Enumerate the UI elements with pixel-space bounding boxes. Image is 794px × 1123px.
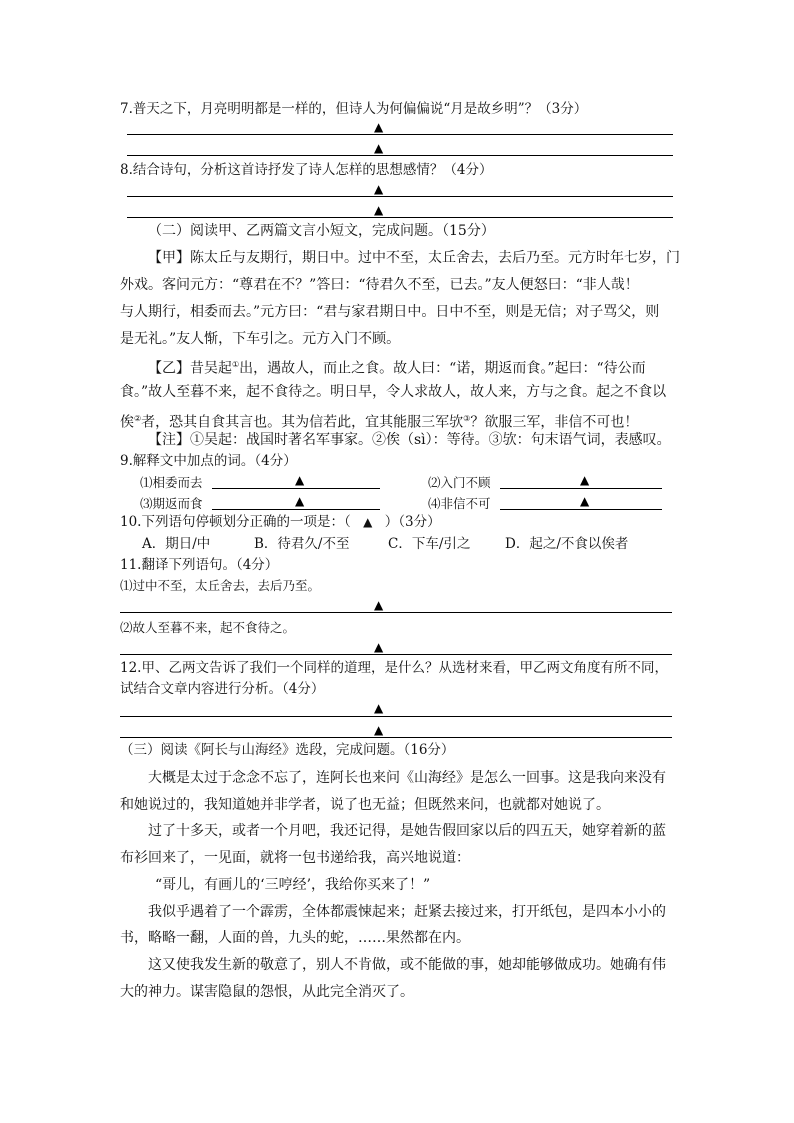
answer-marker: ▲ [374,598,384,612]
q10-option-c: C．下车/引之 [388,536,471,552]
answer-line[interactable] [120,737,672,738]
answer-line[interactable] [120,612,672,613]
passage-3-line: 大概是太过于念念不忘了，连阿长也来问《山海经》是怎么一回事。这是我向来没有 [148,770,666,786]
passage-3-line: “哥儿，有画儿的‘三哼经’，我给你买来了！” [155,877,431,893]
q11-sentence-2: ⑵故人至暮不来，起不食待之。 [120,620,296,635]
answer-line[interactable] [127,155,673,156]
question-10: 10.下列语句停顿划分正确的一项是：（ ▲ ）（3分） [120,514,441,530]
passage-3-line: 我似乎遇着了一个霹雳，全体都震悚起来；赶紧去接过来，打开纸包，是四本小小的 [148,904,666,920]
answer-marker-7b: ▲ [374,141,384,155]
answer-line[interactable] [500,509,662,510]
question-12-line1: 12.甲、乙两文告诉了我们一个同样的道理，是什么？从选材来看，甲乙两文角度有所不同， [120,660,668,676]
question-9: 9.解释文中加点的词。（4分） [120,453,297,469]
q10-option-d: D．起之/不食以俟者 [505,536,629,552]
answer-line[interactable] [212,509,380,510]
q11-sentence-1: ⑴过中不至，太丘舍去，去后乃至。 [120,578,321,593]
answer-line[interactable] [120,716,672,717]
q10-option-b: B．待君久/不至 [254,536,350,552]
answer-marker: ▲ [374,701,384,715]
question-11: 11.翻译下列语句。（4分） [120,557,279,573]
question-7: 7.普天之下，月亮明明都是一样的，但诗人为何偏偏说“月是故乡明”？（3分） [120,101,588,117]
answer-marker-8b: ▲ [374,203,384,217]
passage-notes: 【注】①吴起：战国时著名军事家。②俟（sì）：等待。③欤：句末语气词，表感叹。 [148,432,671,448]
passage-yi-line: 俟②者，恐其自食其言也。其为信若此，宜其能服三军欤③？欲服三军，非信不可也！ [120,414,639,431]
answer-marker-8a: ▲ [374,182,384,196]
section-2-title: （二）阅读甲、乙两篇文言小短文，完成问题。（15分） [148,223,495,239]
q10-option-a: A．期日/中 [142,536,211,552]
q9-item-4: ⑷非信不可 [428,496,491,511]
answer-line[interactable] [212,488,380,489]
answer-marker: ▲ [580,494,590,508]
answer-line[interactable] [127,196,673,197]
passage-jia-line: 【甲】陈太丘与友期行，期日中。过中不至，太丘舍去，去后乃至。元方时年七岁，门 [148,250,680,266]
passage-jia-line: 是无礼。”友人惭，下车引之。元方入门不顾。 [120,331,401,347]
answer-marker: ▲ [374,640,384,654]
passage-3-line: 布衫回来了，一见面，就将一包书递给我，高兴地说道： [120,850,470,866]
answer-marker: ▲ [295,494,305,508]
passage-3-line: 书，略略一翻，人面的兽，九头的蛇，……果然都在内。 [120,930,470,946]
passage-jia-line: 与人期行，相委而去。”元方曰：“君与家君期日中。日中不至，则是无信；对子骂父，则 [120,304,660,320]
answer-marker: ▲ [374,723,384,737]
answer-line[interactable] [127,217,673,218]
answer-marker: ▲ [580,473,590,487]
q9-item-1: ⑴相委而去 [140,475,203,490]
answer-marker-7a: ▲ [374,120,384,134]
passage-3-line: 大的神力。谋害隐鼠的怨恨，从此完全消灭了。 [120,984,414,1000]
passage-yi-line: 食。”故人至暮不来，起不食待之。明日早，令人求故人，故人来，方与之食。起之不食以 [120,384,667,400]
section-3-title: （三）阅读《阿长与山海经》选段，完成问题。（16分） [120,742,455,758]
answer-marker: ▲ [295,473,305,487]
answer-line[interactable] [120,654,672,655]
q9-item-3: ⑶期返而食 [140,496,203,511]
passage-3-line: 过了十多天，或者一个月吧，我还记得，是她告假回家以后的四五天，她穿着新的蓝 [148,823,666,839]
passage-3-line: 和她说过的，我知道她并非学者，说了也无益；但既然来问，也就都对她说了。 [120,797,610,813]
passage-yi-line: 【乙】昔吴起①出，遇故人，而止之食。故人曰：“诺，期返而食。”起曰：“待公而 [148,360,646,377]
answer-line[interactable] [127,134,673,135]
q9-item-2: ⑵入门不顾 [428,475,491,490]
question-12-line2: 试结合文章内容进行分析。（4分） [120,681,325,697]
passage-3-line: 这又使我发生新的敬意了，别人不肯做，或不能做的事，她却能够做成功。她确有伟 [148,957,666,973]
passage-jia-line: 外戏。客问元方：“尊君在不？”答曰：“待君久不至，已去。”友人便怒曰：“非人哉！ [120,277,639,293]
answer-line[interactable] [500,488,662,489]
question-8: 8.结合诗句，分析这首诗抒发了诗人怎样的思想感情？（4分） [120,162,493,178]
